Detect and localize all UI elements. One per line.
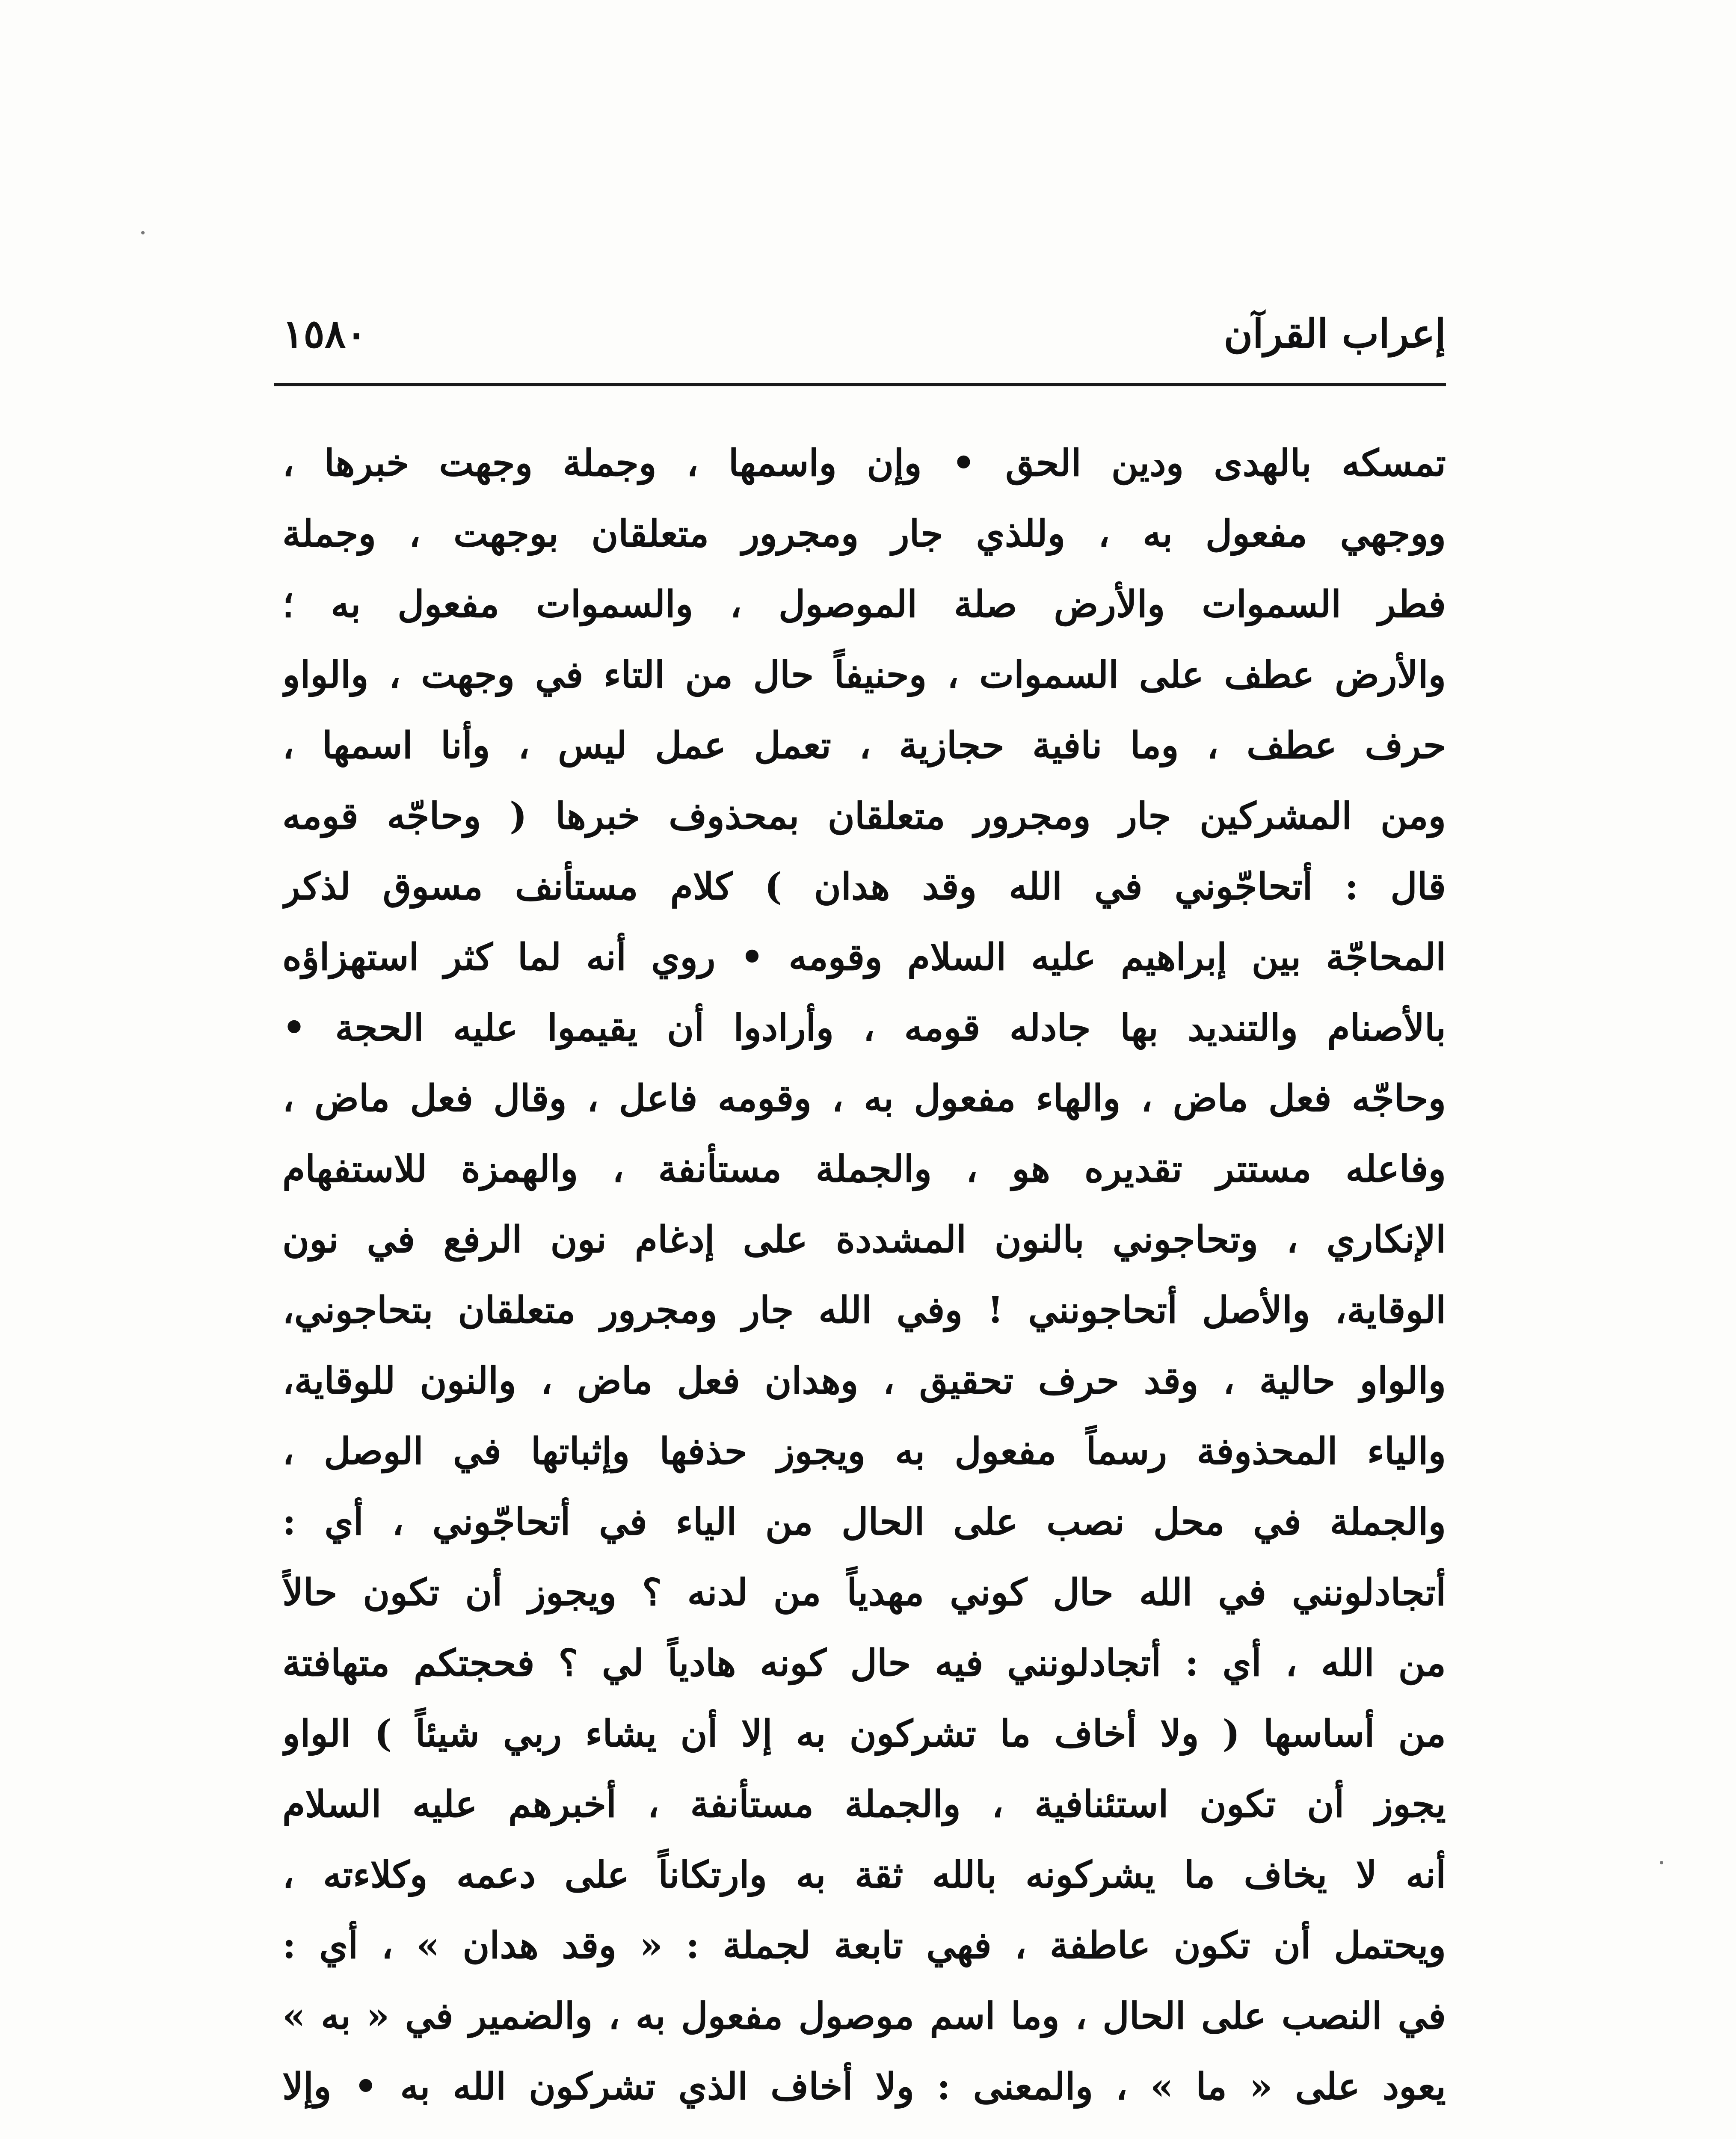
text-line: قال : أتحاجّوني في الله وقد هدان ) كلام مستأنف مسوق لذكر [282, 865, 1446, 908]
text-line: حرف عطف ، وما نافية حجازية ، تعمل عمل ليس ، وأنا اسمها ، [282, 724, 1446, 767]
text-line: يعود على « ما » ، والمعنى : ولا أخاف الذي تشركون الله به • وإلا [282, 2065, 1446, 2108]
page-header [282, 299, 1446, 372]
text-line: أتجادلونني في الله حال كوني مهدياً من لدنه ؟ ويجوز أن تكون حالاً [282, 1571, 1446, 1614]
text-line: ومن المشركين جار ومجرور متعلقان بمحذوف خبرها ( وحاجّه قومه [282, 794, 1446, 838]
text-line: أنه لا يخاف ما يشركونه بالله ثقة به وارتكاناً على دعمه وكلاءته ، [282, 1853, 1446, 1896]
scan-speck [141, 231, 145, 234]
body-text [282, 428, 1446, 2122]
text-line: المحاجّة بين إبراهيم عليه السلام وقومه • روي أنه لما كثر استهزاؤه [282, 936, 1446, 979]
text-line: وفاعله مستتر تقديره هو ، والجملة مستأنفة ، والهمزة للاستفهام [282, 1147, 1446, 1191]
page-number: ١٥٨٠ [282, 311, 367, 357]
text-line: من أساسها ( ولا أخاف ما تشركون به إلا أن يشاء ربي شيئاً ) الواو [282, 1712, 1446, 1755]
text-line: والجملة في محل نصب على الحال من الياء في أتحاجّوني ، أي : [282, 1500, 1446, 1544]
page-title: إعراب القرآن [1223, 311, 1446, 357]
text-line: والواو حالية ، وقد حرف تحقيق ، وهدان فعل ماض ، والنون للوقاية، [282, 1359, 1446, 1402]
text-line: بالأصنام والتنديد بها جادله قومه ، وأرادوا أن يقيموا عليه الحجة • [282, 1006, 1446, 1049]
text-line: ووجهي مفعول به ، وللذي جار ومجرور متعلقان بوجهت ، وجملة [282, 512, 1446, 555]
text-line: من الله ، أي : أتجادلونني فيه حال كونه هادياً لي ؟ فحجتكم متهافتة [282, 1641, 1446, 1685]
text-line: فطر السموات والأرض صلة الموصول ، والسموات مفعول به ؛ [282, 583, 1446, 626]
scan-speck [1660, 1861, 1663, 1864]
text-line: يجوز أن تكون استئنافية ، والجملة مستأنفة ، أخبرهم عليه السلام [282, 1783, 1446, 1826]
text-line: وحاجّه فعل ماض ، والهاء مفعول به ، وقومه فاعل ، وقال فعل ماض ، [282, 1077, 1446, 1120]
text-line: في النصب على الحال ، وما اسم موصول مفعول به ، والضمير في « به » [282, 1994, 1446, 2038]
text-line: والأرض عطف على السموات ، وحنيفاً حال من التاء في وجهت ، والواو [282, 653, 1446, 696]
text-line: تمسكه بالهدى ودين الحق • وإن واسمها ، وجملة وجهت خبرها ، [282, 441, 1446, 485]
header-divider [274, 383, 1446, 386]
text-line: والياء المحذوفة رسماً مفعول به ويجوز حذفها وإثباتها في الوصل ، [282, 1430, 1446, 1473]
text-line: ويحتمل أن تكون عاطفة ، فهي تابعة لجملة : « وقد هدان » ، أي : [282, 1924, 1446, 1967]
text-line: الإنكاري ، وتحاجوني بالنون المشددة على إدغام نون الرفع في نون [282, 1218, 1446, 1261]
text-line: الوقاية، والأصل أتحاجونني ! وفي الله جار ومجرور متعلقان بتحاجوني، [282, 1289, 1446, 1332]
